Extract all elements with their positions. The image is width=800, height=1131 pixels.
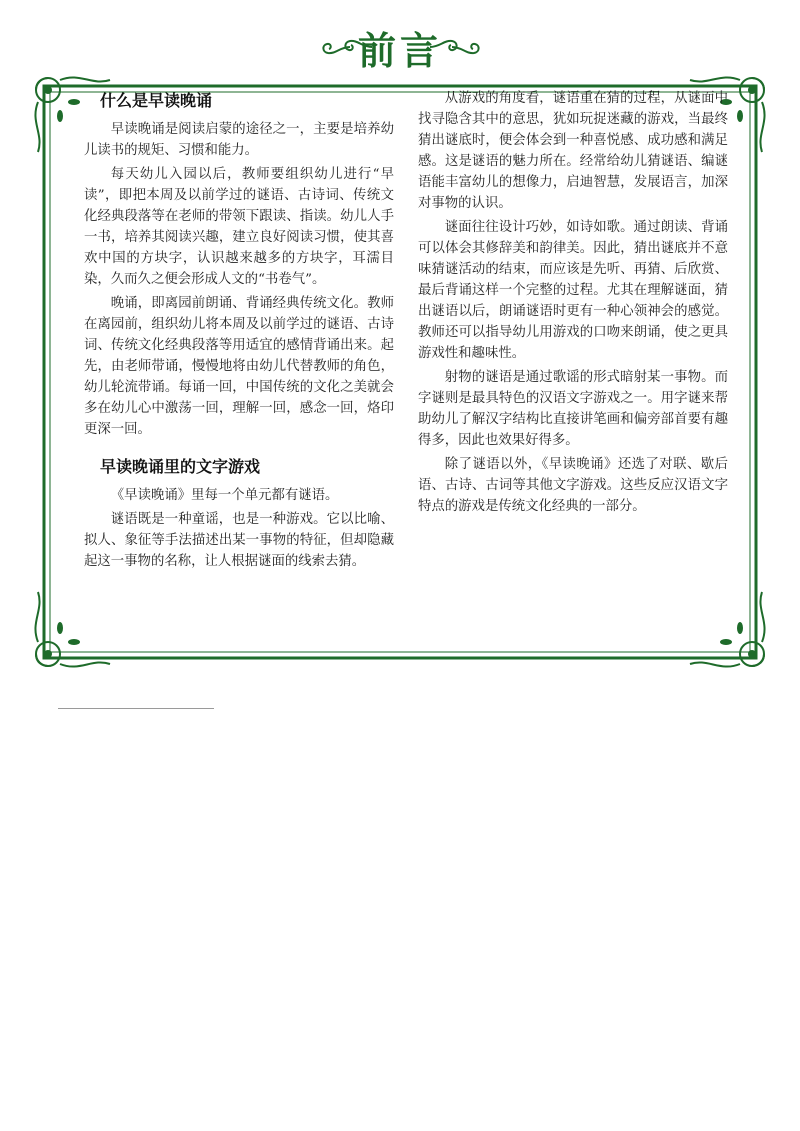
paragraph: 每天幼儿入园以后，教师要组织幼儿进行“早读”，即把本周及以前学过的谜语、古诗词、传统文化经典段落等在老师的带领下跟读、指读。幼儿人手一书，培养其阅读兴趣，建立良好阅读习惯，使其喜欢中国的方块字，认识越来越多的方块字，耳濡目染，久而久之便会形成人文的“书卷气”。	[84, 167, 394, 287]
paragraph: 除了谜语以外，《早读晚诵》还选了对联、歇后语、古诗、古词等其他文字游戏。这些反应汉语文字特点的游戏是传统文化经典的一部分。	[418, 457, 728, 514]
footnote-divider	[58, 708, 214, 709]
section-heading-1: 什么是早读晚诵	[100, 91, 213, 110]
paragraph: 从游戏的角度看，谜语重在猜的过程，从谜面中找寻隐含其中的意思，犹如玩捉迷藏的游戏，当最终猜出谜底时，便会体会到一种喜悦感、成功感和满足感。这是谜语的魅力所在。经常给幼儿猜谜语、编谜语能丰富幼儿的想像力，启迪智慧，发展语言，加深对事物的认识。	[418, 91, 728, 211]
preface-content	[84, 88, 744, 648]
right-column	[418, 88, 728, 520]
section-heading-2: 早读晚诵里的文字游戏	[100, 457, 261, 476]
left-column	[84, 88, 394, 575]
paragraph: 《早读晚诵》里每一个单元都有谜语。	[110, 488, 339, 503]
paragraph: 早读晚诵是阅读启蒙的途径之一，主要是培养幼儿读书的规矩、习惯和能力。	[84, 122, 394, 158]
paragraph: 谜语既是一种童谣，也是一种游戏。它以比喻、拟人、象征等手法描述出某一事物的特征，但却隐藏起这一事物的名称，让人根据谜面的线索去猜。	[84, 512, 394, 569]
page-title: 前言	[357, 28, 442, 73]
paragraph: 谜面往往设计巧妙，如诗如歌。通过朗读、背诵可以体会其修辞美和韵律美。因此，猜出谜底并不意味猜谜活动的结束，而应该是先听、再猜、后欣赏、最后背诵这样一个完整的过程。尤其在理解谜面，猜出谜语以后，朗诵谜语时更有一种心领神会的感觉。教师还可以指导幼儿用游戏的口吻来朗诵，使之更具游戏性和趣味性。	[418, 220, 728, 361]
page-header	[0, 18, 800, 78]
paragraph: 射物的谜语是通过歌谣的形式暗射某一事物。而字谜则是最具特色的汉语文字游戏之一。用字谜来帮助幼儿了解汉字结构比直接讲笔画和偏旁部首要有趣得多，因此也效果好得多。	[418, 370, 728, 448]
right-flourish-icon	[428, 36, 484, 58]
paragraph: 晚诵，即离园前朗诵、背诵经典传统文化。教师在离园前，组织幼儿将本周及以前学过的谜语、古诗词、传统文化经典段落等用适宜的感情背诵出来。起先，由老师带诵，慢慢地将由幼儿代替教师的角色，幼儿轮流带诵。每诵一回，中国传统的文化之美就会多在幼儿心中激荡一回，理解一回，感念一回，烙印更深一回。	[84, 296, 394, 437]
